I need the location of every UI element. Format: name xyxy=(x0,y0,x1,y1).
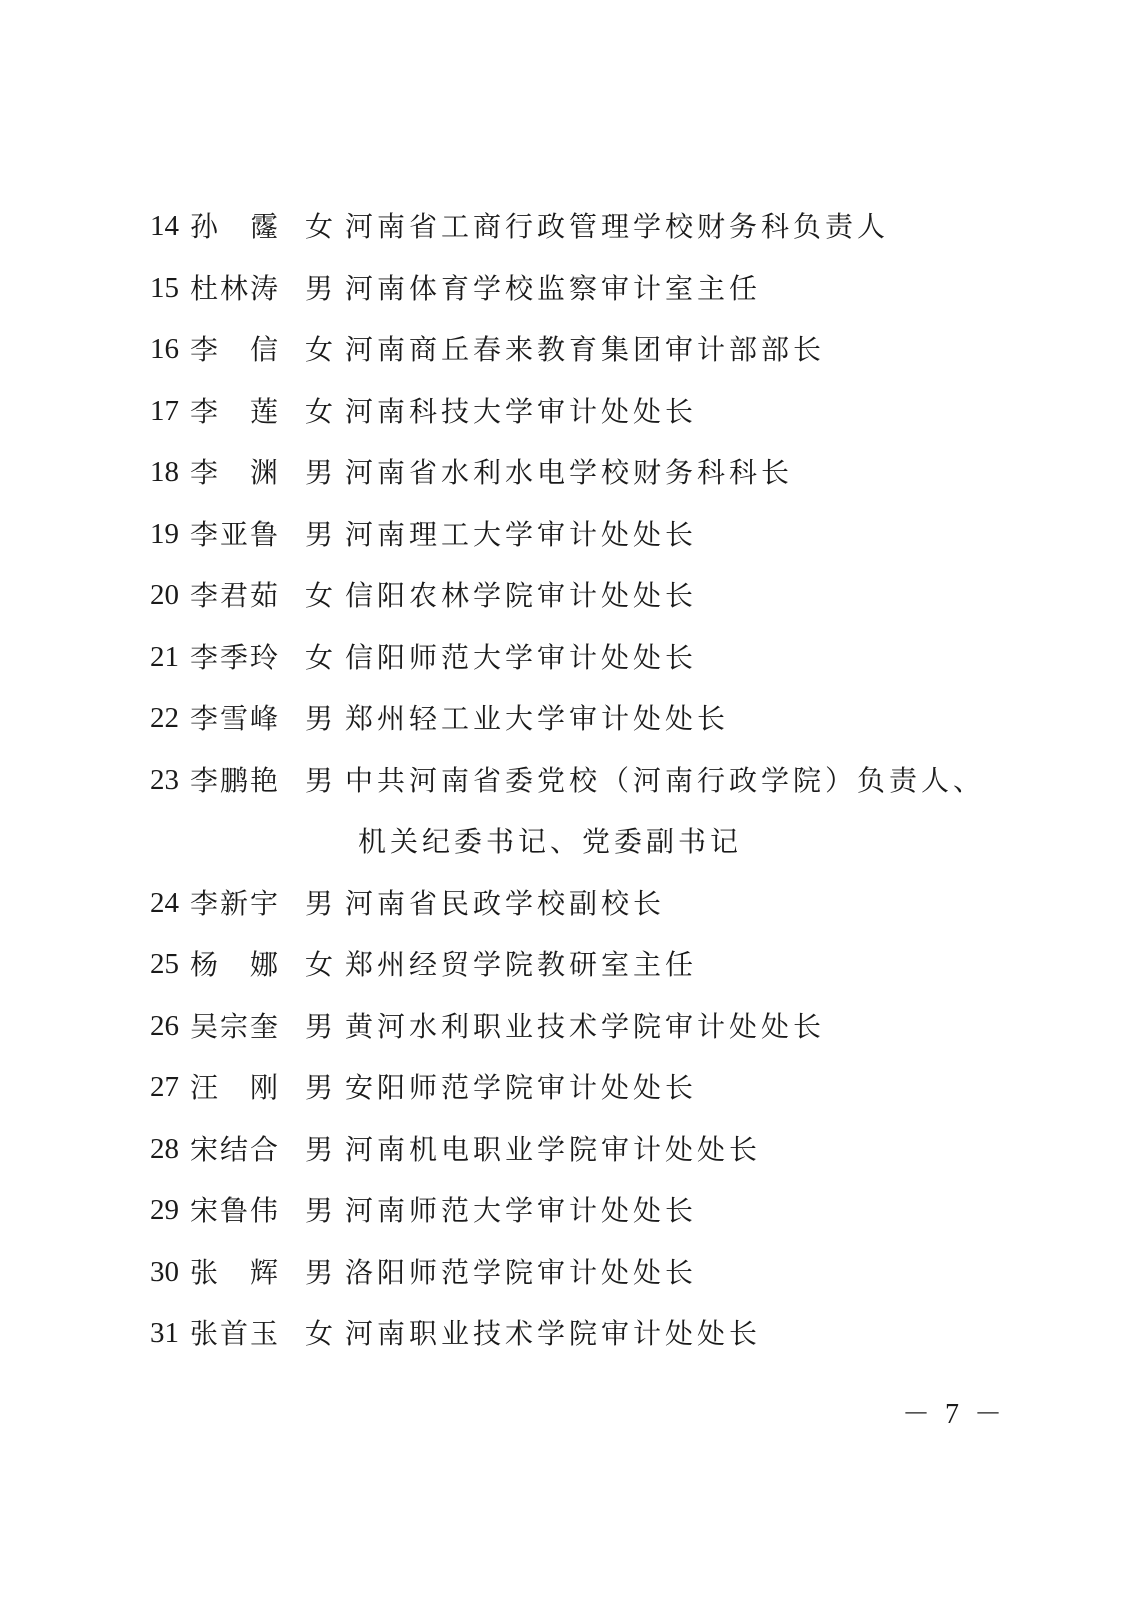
entry-name: 李 莲 xyxy=(190,394,281,428)
entry-gender: 女 xyxy=(305,579,334,612)
entry-gender: 男 xyxy=(305,1255,334,1289)
list-item xyxy=(150,750,1010,812)
entry-name: 杜林涛 xyxy=(190,271,281,305)
entry-name: 李 信 xyxy=(190,333,281,366)
entry-gender: 男 xyxy=(305,1132,334,1166)
entry-number: 22 xyxy=(150,702,179,734)
entry-gender: 女 xyxy=(305,1317,334,1350)
entry-organization: 河南省水利水电学校财务科科长 xyxy=(345,456,794,489)
entry-name: 张 辉 xyxy=(190,1255,281,1289)
entry-number: 19 xyxy=(150,517,179,550)
entry-name: 杨 娜 xyxy=(190,948,281,981)
list-item xyxy=(150,934,1010,996)
entry-gender: 男 xyxy=(305,517,334,551)
entry-number: 25 xyxy=(150,948,179,980)
entry-organization: 信阳师范大学审计处处长 xyxy=(345,640,698,674)
entry-gender: 男 xyxy=(305,1071,334,1104)
entry-gender: 女 xyxy=(305,210,334,243)
entry-gender: 女 xyxy=(305,948,334,981)
entry-name: 李新宇 xyxy=(190,886,281,920)
entry-name: 李 渊 xyxy=(190,456,281,489)
entry-gender: 女 xyxy=(305,394,334,428)
entry-number: 20 xyxy=(150,579,179,611)
list-item xyxy=(150,1242,1010,1304)
entry-organization: 河南机电职业学院审计处处长 xyxy=(345,1132,762,1166)
entry-organization: 河南省工商行政管理学校财务科负责人 xyxy=(345,210,890,243)
entry-number: 24 xyxy=(150,886,179,919)
entry-organization: 黄河水利职业技术学院审计处处长 xyxy=(345,1009,826,1043)
entry-gender: 男 xyxy=(305,886,334,920)
entry-number: 26 xyxy=(150,1009,179,1042)
entry-name: 吴宗奎 xyxy=(190,1009,281,1043)
entry-organization: 安阳师范学院审计处处长 xyxy=(345,1071,698,1104)
entry-name: 汪 刚 xyxy=(190,1071,281,1104)
entry-organization: 洛阳师范学院审计处处长 xyxy=(345,1255,698,1289)
list-item xyxy=(150,1180,1010,1242)
entry-gender: 女 xyxy=(305,333,334,366)
entry-gender: 男 xyxy=(305,1009,334,1043)
list-item xyxy=(150,1057,1010,1119)
list-item xyxy=(150,442,1010,504)
entry-gender: 男 xyxy=(305,763,334,797)
member-list xyxy=(150,196,1010,1365)
entry-organization: 郑州经贸学院教研室主任 xyxy=(345,948,698,981)
entry-name: 孙 霳 xyxy=(190,210,281,243)
entry-name: 宋鲁伟 xyxy=(190,1194,281,1227)
entry-number: 29 xyxy=(150,1194,179,1226)
entry-organization: 河南科技大学审计处处长 xyxy=(345,394,698,428)
list-item xyxy=(150,319,1010,381)
list-item xyxy=(150,1119,1010,1181)
entry-number: 16 xyxy=(150,333,179,365)
list-item-continuation xyxy=(150,811,1010,873)
entry-organization: 中共河南省委党校（河南行政学院）负责人、 xyxy=(345,763,986,797)
entry-name: 张首玉 xyxy=(190,1317,281,1350)
list-item xyxy=(150,688,1010,750)
entry-organization: 河南理工大学审计处处长 xyxy=(345,517,698,551)
entry-number: 17 xyxy=(150,394,179,427)
entry-number: 14 xyxy=(150,210,179,242)
list-item xyxy=(150,504,1010,566)
list-item xyxy=(150,196,1010,258)
entry-name: 宋结合 xyxy=(190,1132,281,1166)
entry-gender: 男 xyxy=(305,456,334,489)
entry-gender: 男 xyxy=(305,702,334,735)
list-item xyxy=(150,996,1010,1058)
entry-organization: 郑州轻工业大学审计处处长 xyxy=(345,702,730,735)
entry-gender: 男 xyxy=(305,271,334,305)
page-number: － 7 － xyxy=(902,1399,1007,1430)
list-item xyxy=(150,258,1010,320)
entry-name: 李亚鲁 xyxy=(190,517,281,551)
entry-organization: 河南商丘春来教育集团审计部部长 xyxy=(345,333,826,366)
entry-organization: 河南职业技术学院审计处处长 xyxy=(345,1317,762,1350)
list-item xyxy=(150,873,1010,935)
entry-organization: 河南师范大学审计处处长 xyxy=(345,1194,698,1227)
entry-number: 28 xyxy=(150,1132,179,1165)
entry-number: 30 xyxy=(150,1255,179,1288)
list-item xyxy=(150,381,1010,443)
list-item xyxy=(150,1303,1010,1365)
entry-number: 27 xyxy=(150,1071,179,1103)
entry-organization: 河南体育学校监察审计室主任 xyxy=(345,271,762,305)
entry-name: 李雪峰 xyxy=(190,702,281,735)
entry-gender: 女 xyxy=(305,640,334,674)
list-item xyxy=(150,565,1010,627)
entry-number: 23 xyxy=(150,763,179,796)
entry-organization: 信阳农林学院审计处处长 xyxy=(345,579,698,612)
entry-number: 15 xyxy=(150,271,179,304)
entry-name: 李季玲 xyxy=(190,640,281,674)
entry-number: 31 xyxy=(150,1317,179,1349)
list-item xyxy=(150,627,1010,689)
entry-organization: 河南省民政学校副校长 xyxy=(345,886,666,920)
entry-name: 李鹏艳 xyxy=(190,763,281,797)
entry-gender: 男 xyxy=(305,1194,334,1227)
entry-organization-continued: 机关纪委书记、党委副书记 xyxy=(358,825,743,858)
entry-number: 21 xyxy=(150,640,179,673)
entry-name: 李君茹 xyxy=(190,579,281,612)
entry-number: 18 xyxy=(150,456,179,488)
